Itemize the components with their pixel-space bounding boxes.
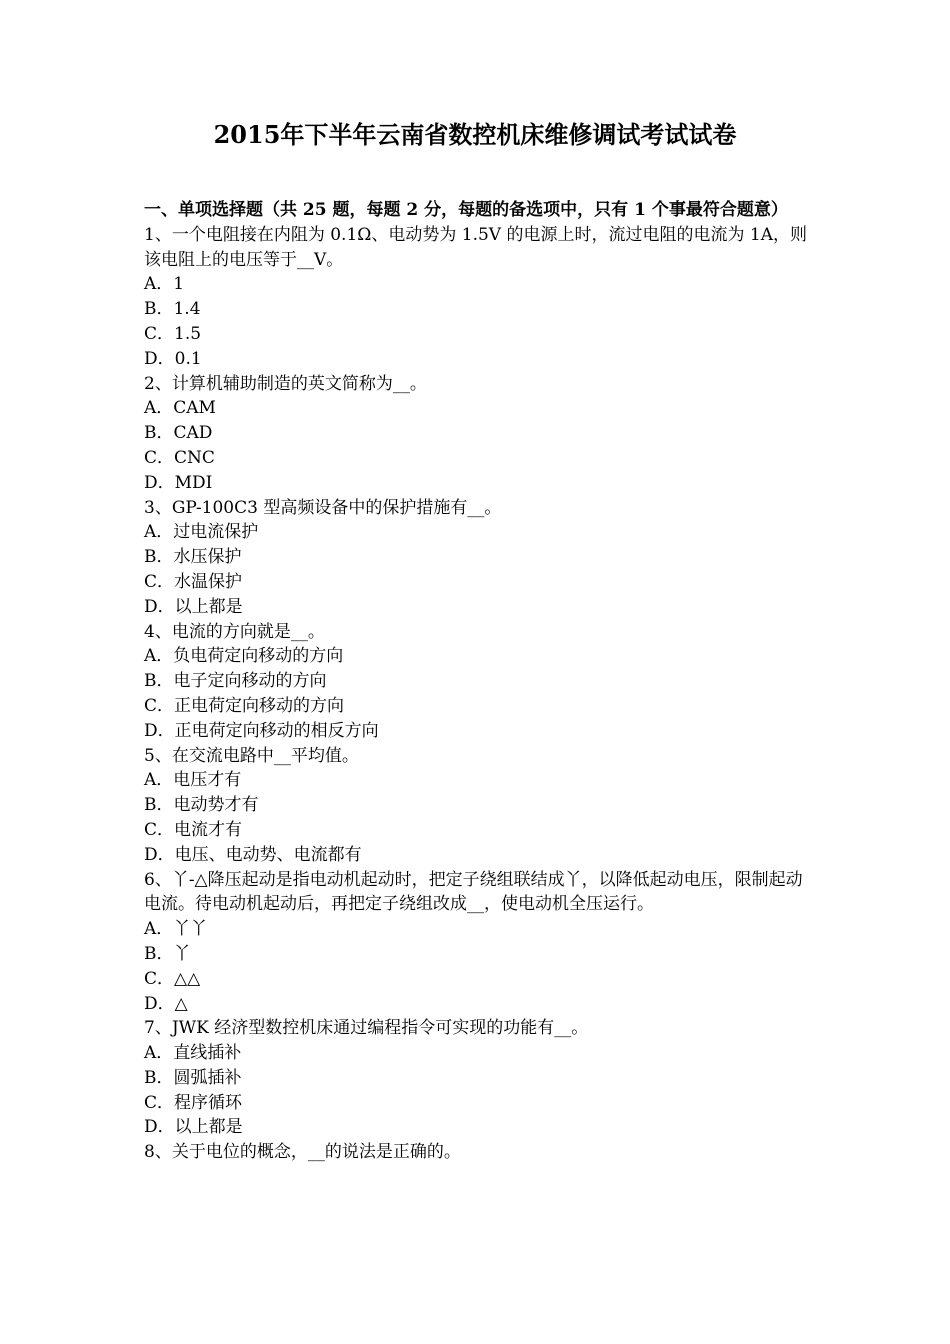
question-8 (144, 1140, 812, 1165)
option-a: A．负电荷定向移动的方向 (144, 646, 344, 667)
question-3 (144, 496, 812, 620)
option-b: B．圆弧插补 (144, 1067, 242, 1088)
question-stem: 3、GP-100C3 型高频设备中的保护措施有__。 (144, 497, 502, 518)
question-stem: 8、关于电位的概念，__的说法是正确的。 (144, 1142, 461, 1163)
option-b: B．电子定向移动的方向 (144, 671, 327, 692)
option-c: C．正电荷定向移动的方向 (144, 695, 345, 716)
option-d: D．△ (144, 993, 188, 1014)
option-d: D．0.1 (144, 348, 202, 369)
question-stem: 4、电流的方向就是__。 (144, 621, 325, 642)
question-1 (144, 223, 812, 372)
option-a: A．CAM (144, 398, 216, 419)
option-c: C．△△ (144, 968, 201, 989)
question-stem: 7、JWK 经济型数控机床通过编程指令可实现的功能有__。 (144, 1018, 589, 1039)
document-body (144, 198, 812, 1165)
option-b: B．水压保护 (144, 547, 242, 568)
question-stem: 2、计算机辅助制造的英文简称为__。 (144, 373, 427, 394)
option-d: D．电压、电动势、电流都有 (144, 844, 362, 865)
question-stem: 5、在交流电路中__平均值。 (144, 745, 359, 766)
option-d: D．以上都是 (144, 1117, 243, 1138)
question-6 (144, 868, 812, 1017)
option-a: A．1 (144, 274, 185, 295)
option-b: B．CAD (144, 423, 213, 444)
option-a: A．过电流保护 (144, 522, 259, 543)
document-title: 2015年下半年云南省数控机床维修调试考试试卷 (213, 120, 737, 149)
option-c: C．CNC (144, 447, 215, 468)
question-stem: 1、一个电阻接在内阻为 0.1Ω、电动势为 1.5V 的电源上时，流过电阻的电流为 1A，则该电阻上的电压等于__V。 (144, 224, 807, 270)
option-c: C．水温保护 (144, 571, 243, 592)
option-d: D．正电荷定向移动的相反方向 (144, 720, 379, 741)
option-c: C．电流才有 (144, 819, 243, 840)
option-b: B．电动势才有 (144, 795, 259, 816)
option-a: A．电压才有 (144, 770, 242, 791)
question-stem: 6、丫-△降压起动是指电动机起动时，把定子绕组联结成丫，以降低起动电压，限制起动电流。待电动机起动后，再把定子绕组改成__，使电动机全压运行。 (144, 869, 803, 915)
option-d: D．以上都是 (144, 596, 243, 617)
option-b: B．1.4 (144, 299, 201, 320)
option-d: D．MDI (144, 472, 213, 493)
option-c: C．程序循环 (144, 1092, 243, 1113)
option-c: C．1.5 (144, 323, 202, 344)
option-b: B．丫 (144, 943, 191, 964)
question-7 (144, 1016, 812, 1140)
question-4 (144, 620, 812, 744)
question-5 (144, 744, 812, 868)
option-a: A．丫丫 (144, 919, 208, 940)
section-heading: 一、单项选择题（共 25 题，每题 2 分，每题的备选项中，只有 1 个事最符合题意） (144, 200, 788, 220)
option-a: A．直线插补 (144, 1043, 242, 1064)
question-2 (144, 372, 812, 496)
